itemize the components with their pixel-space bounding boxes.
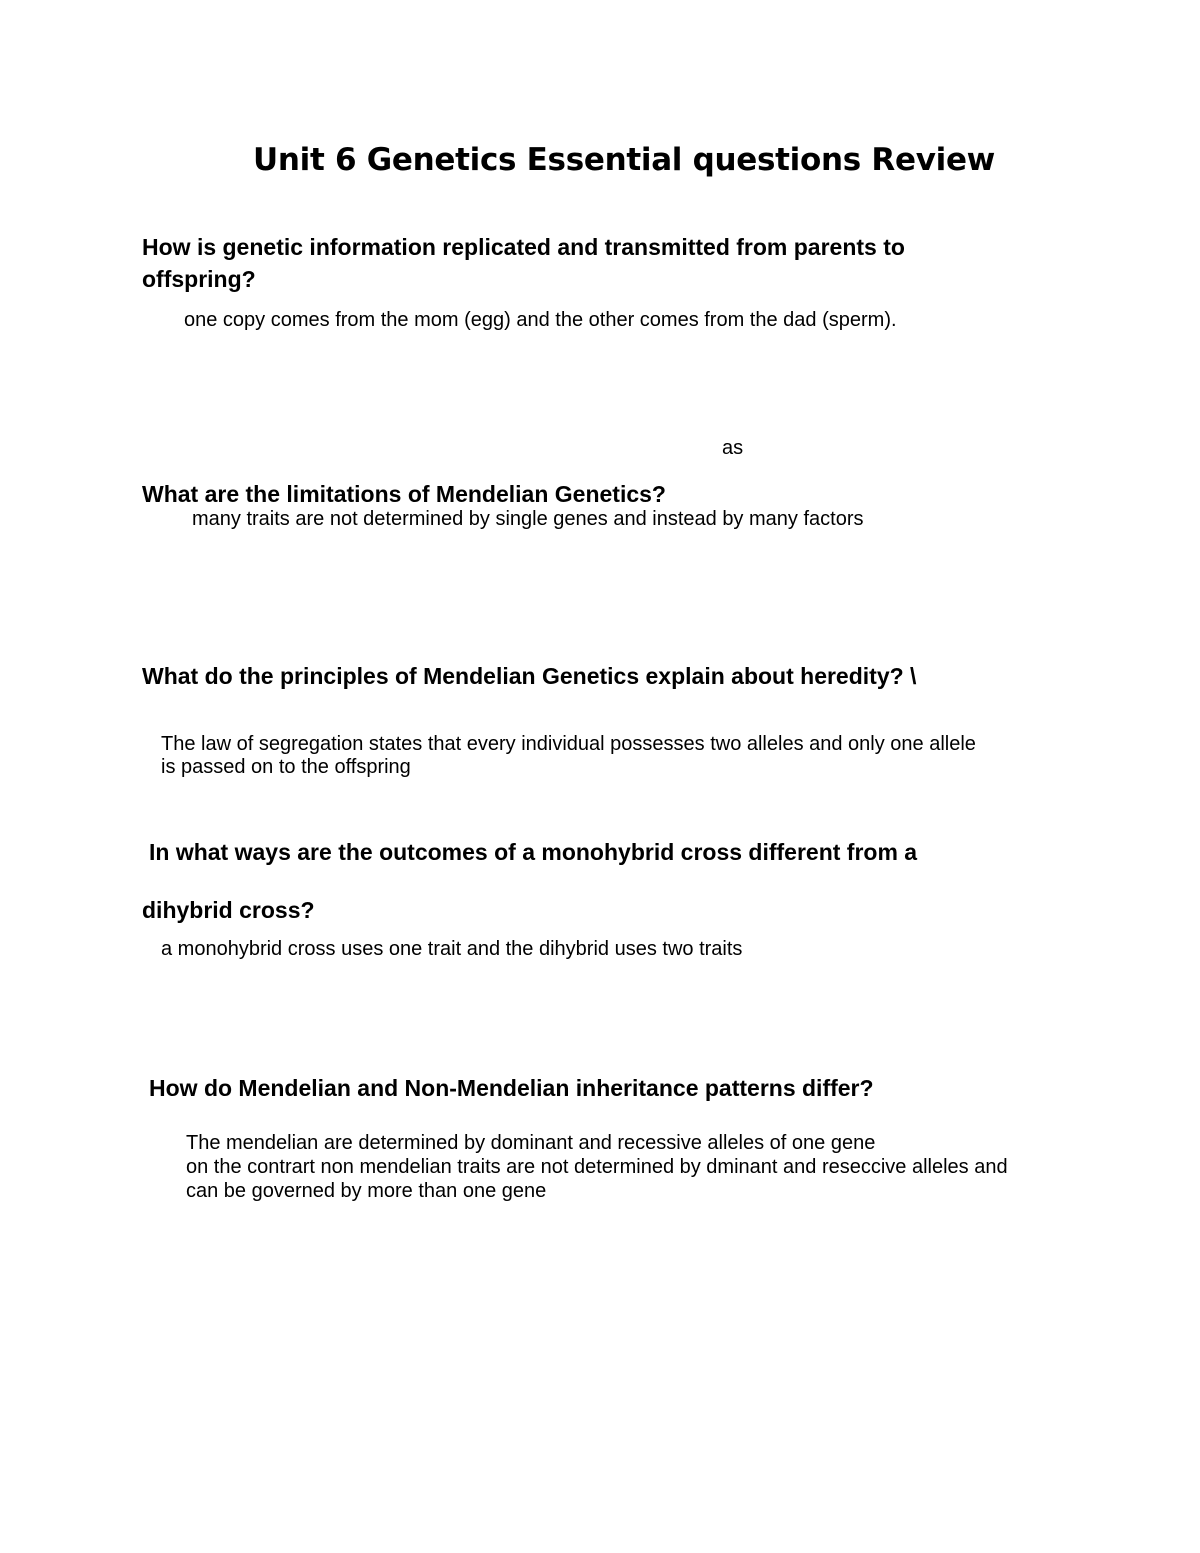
answer-4-line-1: a monohybrid cross uses one trait and the dihybrid uses two traits [161, 938, 743, 960]
stray-text: as [722, 437, 744, 459]
answer-3-line-2: is passed on to the offspring [161, 756, 411, 778]
answer-5-line-1: The mendelian are determined by dominant and recessive alleles of one gene [186, 1132, 876, 1154]
answer-2-line-1: many traits are not determined by single genes and instead by many factors [192, 508, 864, 530]
answer-3-line-1: The law of segregation states that every individual possesses two alleles and only one allele [161, 733, 976, 755]
question-2-line-1: What are the limitations of Mendelian Genetics? [142, 481, 666, 507]
answer-1-line-1: one copy comes from the mom (egg) and the other comes from the dad (sperm). [184, 309, 897, 331]
answer-5-line-2: on the contrart non mendelian traits are not determined by dminant and reseccive alleles and [186, 1156, 1008, 1178]
question-3-line-1: What do the principles of Mendelian Genetics explain about heredity? \ [142, 663, 917, 689]
question-4-line-2: dihybrid cross? [142, 897, 315, 923]
page-title: Unit 6 Genetics Essential questions Review [253, 142, 996, 178]
question-1-line-2: offspring? [142, 266, 256, 292]
question-1-line-1: How is genetic information replicated and transmitted from parents to [142, 234, 905, 260]
answer-5-line-3: can be governed by more than one gene [186, 1180, 547, 1202]
question-4-line-1: In what ways are the outcomes of a monohybrid cross different from a [149, 839, 918, 865]
question-5-line-1: How do Mendelian and Non-Mendelian inheritance patterns differ? [149, 1075, 874, 1101]
